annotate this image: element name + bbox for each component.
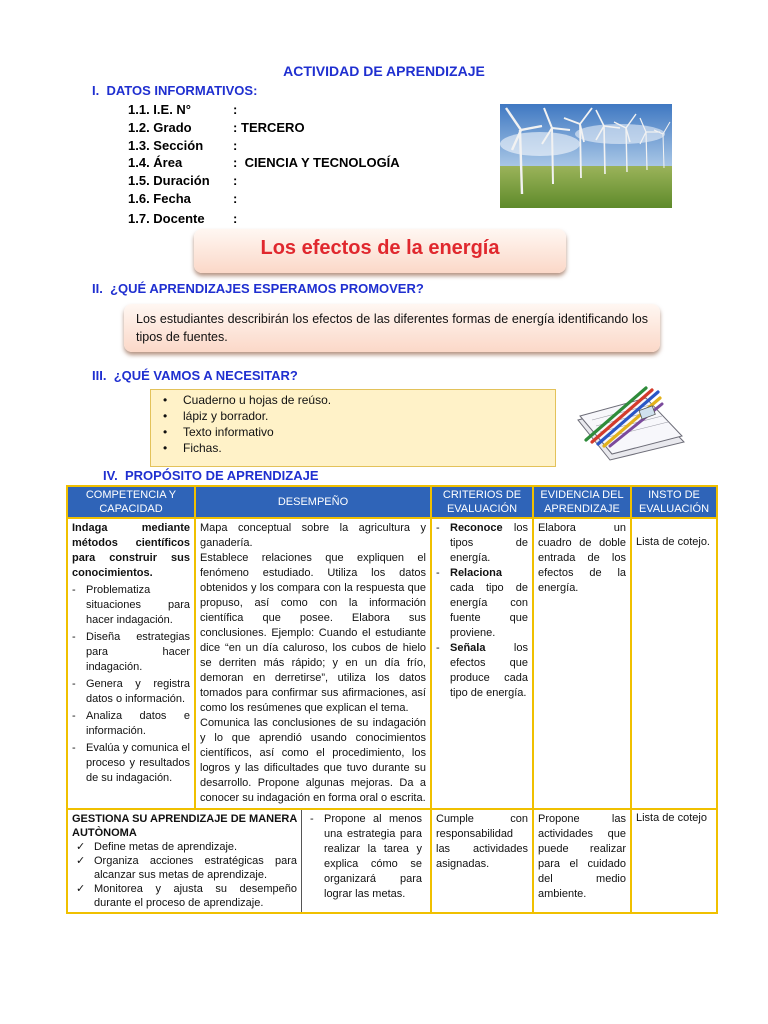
info-row-docente bbox=[128, 211, 241, 228]
list-item: - Problematiza situaciones para hacer indagación. bbox=[72, 583, 190, 628]
list-item: ✓ Monitorea y ajusta su desempeño durante el proceso de aprendizaje. bbox=[72, 882, 297, 910]
info-row-seccion bbox=[128, 138, 241, 155]
section-proposito bbox=[103, 468, 319, 483]
desempeno-paragraph: Mapa conceptual sobre la agricultura y ganadería. bbox=[200, 522, 426, 549]
table-header-row bbox=[67, 486, 717, 518]
learning-goal-box bbox=[124, 304, 660, 352]
list-item: ✓ Define metas de aprendizaje. bbox=[72, 840, 297, 854]
info-key: 1.5. Duración bbox=[128, 173, 210, 188]
competencia-title: Indaga mediante métodos científicos para construir sus conocimientos. bbox=[72, 522, 190, 579]
learning-goal-text: Los estudiantes describirán los efectos de las diferentes formas de energía identificando los tipos de fuentes. bbox=[136, 312, 648, 344]
list-item: • Fichas. bbox=[183, 440, 555, 456]
info-value: CIENCIA Y TECNOLOGÍA bbox=[244, 155, 400, 170]
instrumento-cell bbox=[631, 809, 717, 913]
competencia-title: GESTIONA SU APRENDIZAJE DE MANERA AUTÒNOMA bbox=[72, 813, 297, 839]
list-item: • Texto informativo bbox=[183, 424, 555, 440]
competencia-cell bbox=[67, 518, 195, 809]
desempeno-cell bbox=[195, 518, 431, 809]
evidencia-text: Propone las actividades que puede realizar para el cuidado del medio ambiente. bbox=[538, 813, 626, 900]
section-title: ¿QUÉ VAMOS A NECESITAR? bbox=[113, 368, 298, 383]
desempeno-paragraph: Establece relaciones que expliquen el fenómeno estudiado. Utiliza los datos obtenidos y los compara con la respuesta que propuso, así como con la información científica que posee. Elabora sus conclusiones. Ejemplo: Cuando el estudiante dice “en un día caluroso, los cubos de hielo se derriten más rápido; y en un día frío, demoran en derretirse”, utiliza los datos tomados para confirmar sus afirmaciones, así como los resúmenes que explican el tema. bbox=[200, 552, 426, 714]
list-item: ✓ Organiza acciones estratégicas para alcanzar sus metas de aprendizaje. bbox=[72, 854, 297, 882]
list-item: • Cuaderno u hojas de reúso. bbox=[183, 392, 555, 408]
info-sep: : bbox=[233, 102, 238, 117]
info-sep: : bbox=[233, 211, 238, 226]
instrumento-text: Lista de cotejo. bbox=[636, 536, 710, 548]
topic-title: Los efectos de la energía bbox=[260, 237, 500, 259]
section-title: PROPÓSITO DE APRENDIZAJE bbox=[124, 468, 319, 483]
list-item: - Diseña estrategias para hacer indagación. bbox=[72, 630, 190, 675]
materials-list bbox=[151, 392, 555, 456]
info-row-grado bbox=[128, 120, 305, 137]
list-item: - Reconoce los tipos de energía. bbox=[436, 521, 528, 566]
info-row-duracion bbox=[128, 173, 241, 190]
list-item: - Analiza datos e información. bbox=[72, 709, 190, 739]
column-header-criterios: CRITERIOS DE EVALUACIÓN bbox=[431, 486, 533, 518]
section-number: II. bbox=[92, 281, 103, 296]
pencils-paper-illustration bbox=[572, 380, 688, 462]
criterio-text: Cumple con responsabilidad las actividades asignadas. bbox=[436, 813, 528, 870]
info-sep: : bbox=[233, 155, 238, 170]
section-necesitar bbox=[92, 368, 298, 383]
info-row-ie bbox=[128, 102, 241, 119]
list-item: - Señala los efectos que produce cada tipo de energía. bbox=[436, 641, 528, 701]
topic-banner bbox=[194, 229, 566, 273]
gestiona-desempeno bbox=[302, 810, 430, 912]
section-title: DATOS INFORMATIVOS: bbox=[106, 83, 258, 98]
section-title: ¿QUÉ APRENDIZAJES ESPERAMOS PROMOVER? bbox=[110, 281, 424, 296]
document-title: ACTIVIDAD DE APRENDIZAJE bbox=[283, 63, 485, 79]
section-number: I. bbox=[92, 83, 100, 98]
wind-turbines-photo bbox=[500, 104, 672, 208]
column-header-evidencia: EVIDENCIA DEL APRENDIZAJE bbox=[533, 486, 631, 518]
info-row-fecha bbox=[128, 191, 241, 208]
section-datos-informativos bbox=[92, 83, 257, 98]
info-key: 1.2. Grado bbox=[128, 120, 192, 135]
criterios-cell bbox=[431, 518, 533, 809]
capacidades-list bbox=[72, 583, 190, 786]
info-key: 1.3. Sección bbox=[128, 138, 204, 153]
table-row bbox=[67, 518, 717, 809]
info-key: 1.7. Docente bbox=[128, 211, 205, 226]
gestiona-competencia bbox=[68, 810, 302, 912]
evidencia-text: Elabora un cuadro de doble entrada de los efectos de la energía. bbox=[538, 522, 626, 594]
list-item: • lápiz y borrador. bbox=[183, 408, 555, 424]
instrumento-text: Lista de cotejo bbox=[636, 812, 707, 824]
desempeno-list bbox=[310, 812, 422, 902]
instrumento-cell bbox=[631, 518, 717, 809]
section-aprendizajes bbox=[92, 281, 424, 296]
info-sep: : bbox=[233, 191, 238, 206]
info-value: TERCERO bbox=[241, 120, 305, 135]
info-row-area bbox=[128, 155, 400, 172]
purpose-table bbox=[66, 485, 718, 914]
list-item: - Relaciona cada tipo de energía con fuente que proviene. bbox=[436, 566, 528, 641]
materials-box bbox=[150, 389, 556, 467]
list-item: - Genera y registra datos o información. bbox=[72, 677, 190, 707]
evidencia-cell bbox=[533, 518, 631, 809]
info-sep: : bbox=[233, 120, 238, 135]
section-number: IV. bbox=[103, 468, 118, 483]
info-key: 1.6. Fecha bbox=[128, 191, 191, 206]
section-number: III. bbox=[92, 368, 107, 383]
column-header-competencia: COMPETENCIA Y CAPACIDAD bbox=[67, 486, 195, 518]
evidencia-cell bbox=[533, 809, 631, 913]
list-item: - Propone al menos una estrategia para realizar la tarea y explica cómo se organizará para lograr las metas. bbox=[310, 812, 422, 902]
info-key: 1.4. Área bbox=[128, 155, 183, 170]
table-row bbox=[67, 809, 717, 913]
competencia-gestiona-cell bbox=[67, 809, 431, 913]
info-sep: : bbox=[233, 173, 238, 188]
column-header-instrumento: INSTO DE EVALUACIÓN bbox=[631, 486, 717, 518]
criterios-cell bbox=[431, 809, 533, 913]
column-header-desempeno: DESEMPEÑO bbox=[195, 486, 431, 518]
capacidades-list bbox=[72, 840, 297, 910]
desempeno-paragraph: Comunica las conclusiones de su indagación y lo que aprendió usando conocimientos científicos, así como el procedimiento, los logros y las dificultades que tuvo durante su desarrollo. Propone algunas mejoras. Da a conocer su indagación en forma oral o escrita. bbox=[200, 717, 426, 804]
criterios-list bbox=[436, 521, 528, 701]
info-key: 1.1. I.E. N° bbox=[128, 102, 192, 117]
list-item: - Evalúa y comunica el proceso y resultados de su indagación. bbox=[72, 741, 190, 786]
info-sep: : bbox=[233, 138, 238, 153]
